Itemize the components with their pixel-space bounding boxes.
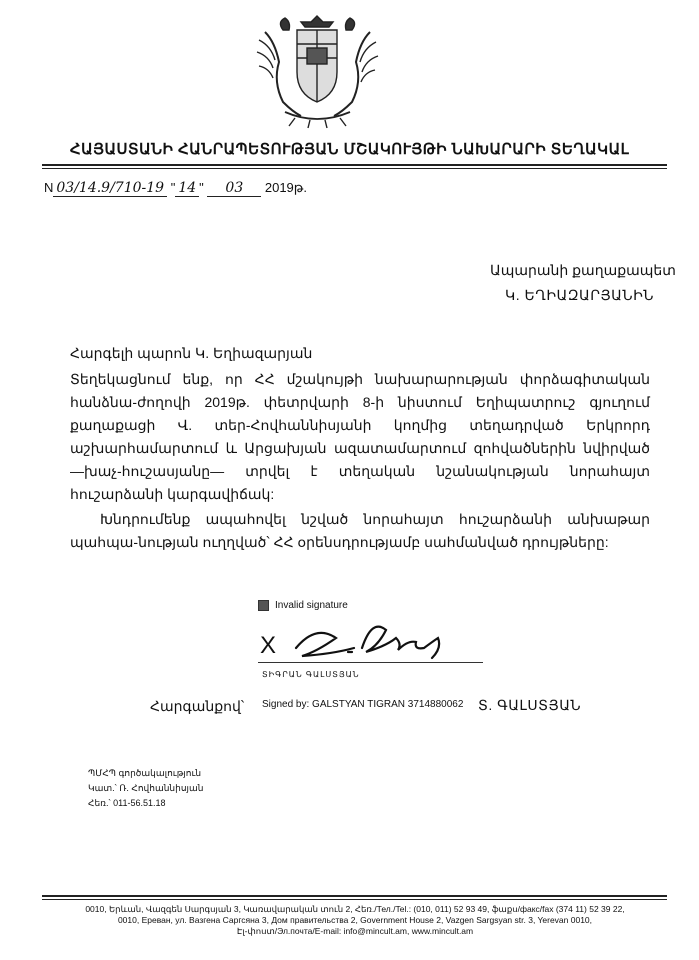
ref-number: 03/14.9/710-19 — [53, 180, 167, 197]
header-rule-thin — [42, 168, 667, 169]
ref-year: 2019թ. — [264, 180, 307, 195]
letter-reference: N 03/14.9/710-19 " 14 " 03 2019թ. — [44, 180, 307, 196]
signature-status-text: Invalid signature — [275, 600, 348, 612]
ref-prefix: N — [44, 180, 54, 195]
footer-address-russian-english: 0010, Ереван, ул. Вазгена Саргсяна 3, Дом правительства 2, Government House 2, Vazgen Sargsyan str. 3, Yerevan 0010, — [117, 915, 593, 925]
footnote-agency: ՊՄՀՊ գործակալություն — [88, 768, 202, 778]
signed-by: Signed by: GALSTYAN TIGRAN 3714880062 — [262, 699, 464, 710]
footer-rule — [42, 895, 667, 897]
signer-name: Տ. ԳԱԼՍՏՅԱՆ — [478, 697, 582, 713]
body-paragraph-2: Խնդրումենք ապահովել նշված նորահայտ հուշարձանի անխաթար պահպա-նության ուղղված՝ ՀՀ օրենսդրությամբ սահմանված դրույթները: — [70, 511, 650, 550]
signature-line — [258, 662, 483, 663]
body-paragraph-1: Տեղեկացնում ենք, որ ՀՀ մշակույթի նախարարության փորձագիտական հանձնա-ժողովի 2019թ. փետրվարի 8-ի նիստում Եղիպատրուշ գյուղում քաղաքացի Վ. տեր-Հովհաննիսյանի կողմից տեղադրված Երկրորդ աշխարհամարտում և Արցախյան ազատամարտում զոհվածներին նվիրված —խաչ-հուշասյանը— տրվել է տեղական նշանակության նորահայտ հուշարձանի կարգավիճակ: — [70, 371, 650, 502]
footer-contacts: Էլ-փոստ/Эл.почта/E-mail: info@mincult.am, www.mincult.am — [236, 926, 474, 936]
addressee-name: Կ. ԵՂԻԱԶԱՐՅԱՆԻՆ — [505, 287, 654, 303]
footer-address-armenian: 0010, Երևան, Վազգեն Սարգսյան 3, Կառավարական տուն 2, Հեռ./Тел./Tel.: (010, 011) 52 93 49, ֆաքս/факс/fax (374 11) 52 39 22, — [85, 904, 625, 914]
ministry-title: ՀԱՅԱՍՏԱՆԻ ՀԱՆՐԱՊԵՏՈՒԹՅԱՆ ՄՇԱԿՈՒՅԹԻ ՆԱԽԱՐԱՐԻ ՏԵՂԱԿԱԼ — [69, 141, 630, 158]
addressee-position: Ապարանի քաղաքապետ — [490, 262, 676, 278]
closing-phrase: Հարգանքով՝ — [150, 698, 245, 714]
greeting: Հարգելի պարոն Կ. Եղիազարյան — [70, 345, 313, 361]
ref-day: 14 — [175, 180, 199, 197]
footer-rule-thin — [42, 899, 667, 900]
coat-of-arms-emblem — [255, 12, 380, 130]
signer-caption: ՏԻԳՐԱՆ ԳԱԼՍՏՅԱՆ — [262, 670, 360, 679]
signature-warning-icon — [258, 600, 269, 611]
footnote-phone: Հեռ.՝ 011-56.51.18 — [88, 798, 166, 808]
signature-mark: X — [260, 632, 277, 659]
handwritten-signature — [290, 618, 460, 664]
signature-status — [258, 600, 348, 611]
footnote-executor: Կատ.՝ Ռ. Հովհաննիսյան — [88, 783, 204, 793]
letter-body — [70, 368, 650, 554]
ref-month: 03 — [207, 180, 261, 197]
header-rule — [42, 164, 667, 166]
